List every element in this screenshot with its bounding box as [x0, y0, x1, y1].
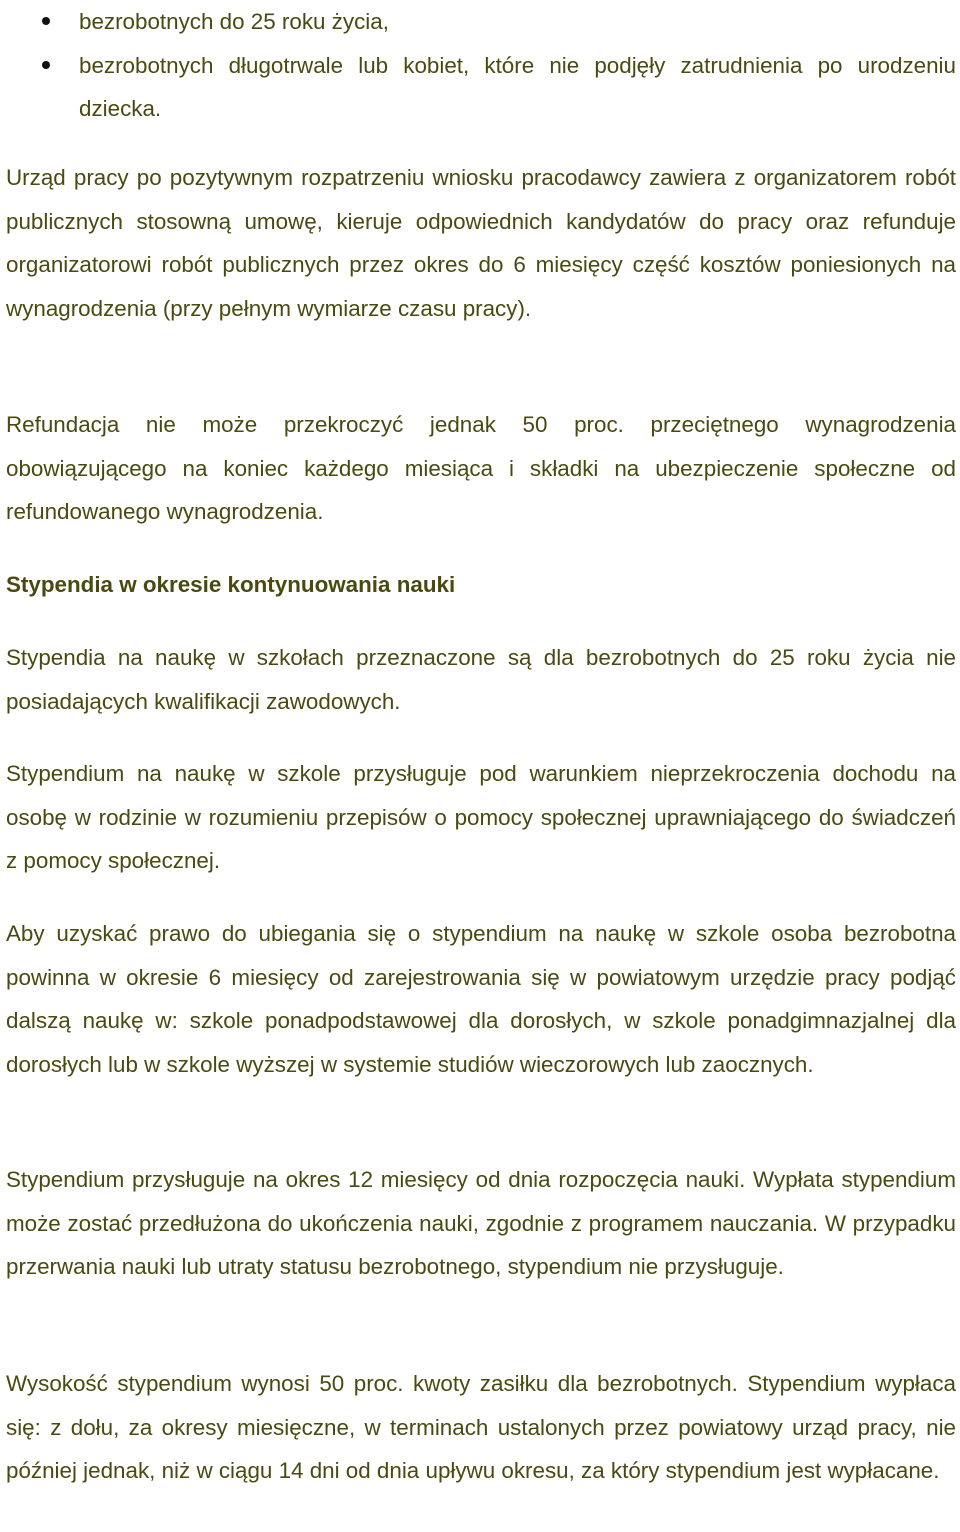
section-heading: Stypendia w okresie kontynuowania nauki	[6, 572, 456, 597]
bullet-text: bezrobotnych długotrwale lub kobiet, które nie podjęły zatrudnienia po urodzeniu dziecka.	[79, 52, 956, 121]
bullet-dot-icon	[42, 17, 50, 25]
bullet-list	[6, 0, 956, 131]
paragraph-stypendia: Stypendia na naukę w szkołach przeznaczone są dla bezrobotnych do 25 roku życia nie posiadających kwalifikacji zawodowych.	[6, 645, 956, 714]
list-item	[6, 44, 956, 131]
list-item	[6, 0, 956, 44]
paragraph-warunek-dochodu: Stypendium na naukę w szkole przysługuje pod warunkiem nieprzekroczenia dochodu na osobę w rodzinie w rozumieniu przepisów o pomocy społecznej uprawniającego do świadczeń z pomocy społecznej.	[6, 761, 956, 874]
bullet-dot-icon	[42, 61, 50, 69]
paragraph-prawo-do-stypendium: Aby uzyskać prawo do ubiegania się o stypendium na naukę w szkole osoba bezrobotna powinna w okresie 6 miesięcy od zarejestrowania się w powiatowym urzędzie pracy podjąć dalszą naukę w: szkole ponadpodstawowej dla dorosłych, w szkole ponadgimnazjalnej dla dorosłych lub w szkole wyższej w systemie studiów wieczorowych lub zaocznych.	[6, 921, 956, 1077]
paragraph-urzad-pracy: Urząd pracy po pozytywnym rozpatrzeniu wniosku pracodawcy zawiera z organizatorem robót publicznych stosowną umowę, kieruje odpowiednich kandydatów do pracy oraz refunduje organizatorowi robót publicznych przez okres do 6 miesięcy część kosztów poniesionych na wynagrodzenia (przy pełnym wymiarze czasu pracy).	[6, 165, 956, 321]
paragraph-wysokosc-stypendium: Wysokość stypendium wynosi 50 proc. kwoty zasiłku dla bezrobotnych. Stypendium wypłaca się: z dołu, za okresy miesięczne, w terminach ustalonych przez powiatowy urząd pracy, nie później jednak, niż w ciągu 14 dni od dnia upływu okresu, za który stypendium jest wypłacane.	[6, 1371, 956, 1484]
bullet-text: bezrobotnych do 25 roku życia,	[79, 9, 389, 34]
paragraph-refundacja: Refundacja nie może przekroczyć jednak 50 proc. przeciętnego wynagrodzenia obowiązującego na koniec każdego miesiąca i składki na ubezpieczenie społeczne od refundowanego wynagrodzenia.	[6, 412, 956, 525]
paragraph-okres-stypendium: Stypendium przysługuje na okres 12 miesięcy od dnia rozpoczęcia nauki. Wypłata stypendium może zostać przedłużona do ukończenia nauki, zgodnie z programem nauczania. W przypadku przerwania nauki lub utraty statusu bezrobotnego, stypendium nie przysługuje.	[6, 1167, 956, 1280]
